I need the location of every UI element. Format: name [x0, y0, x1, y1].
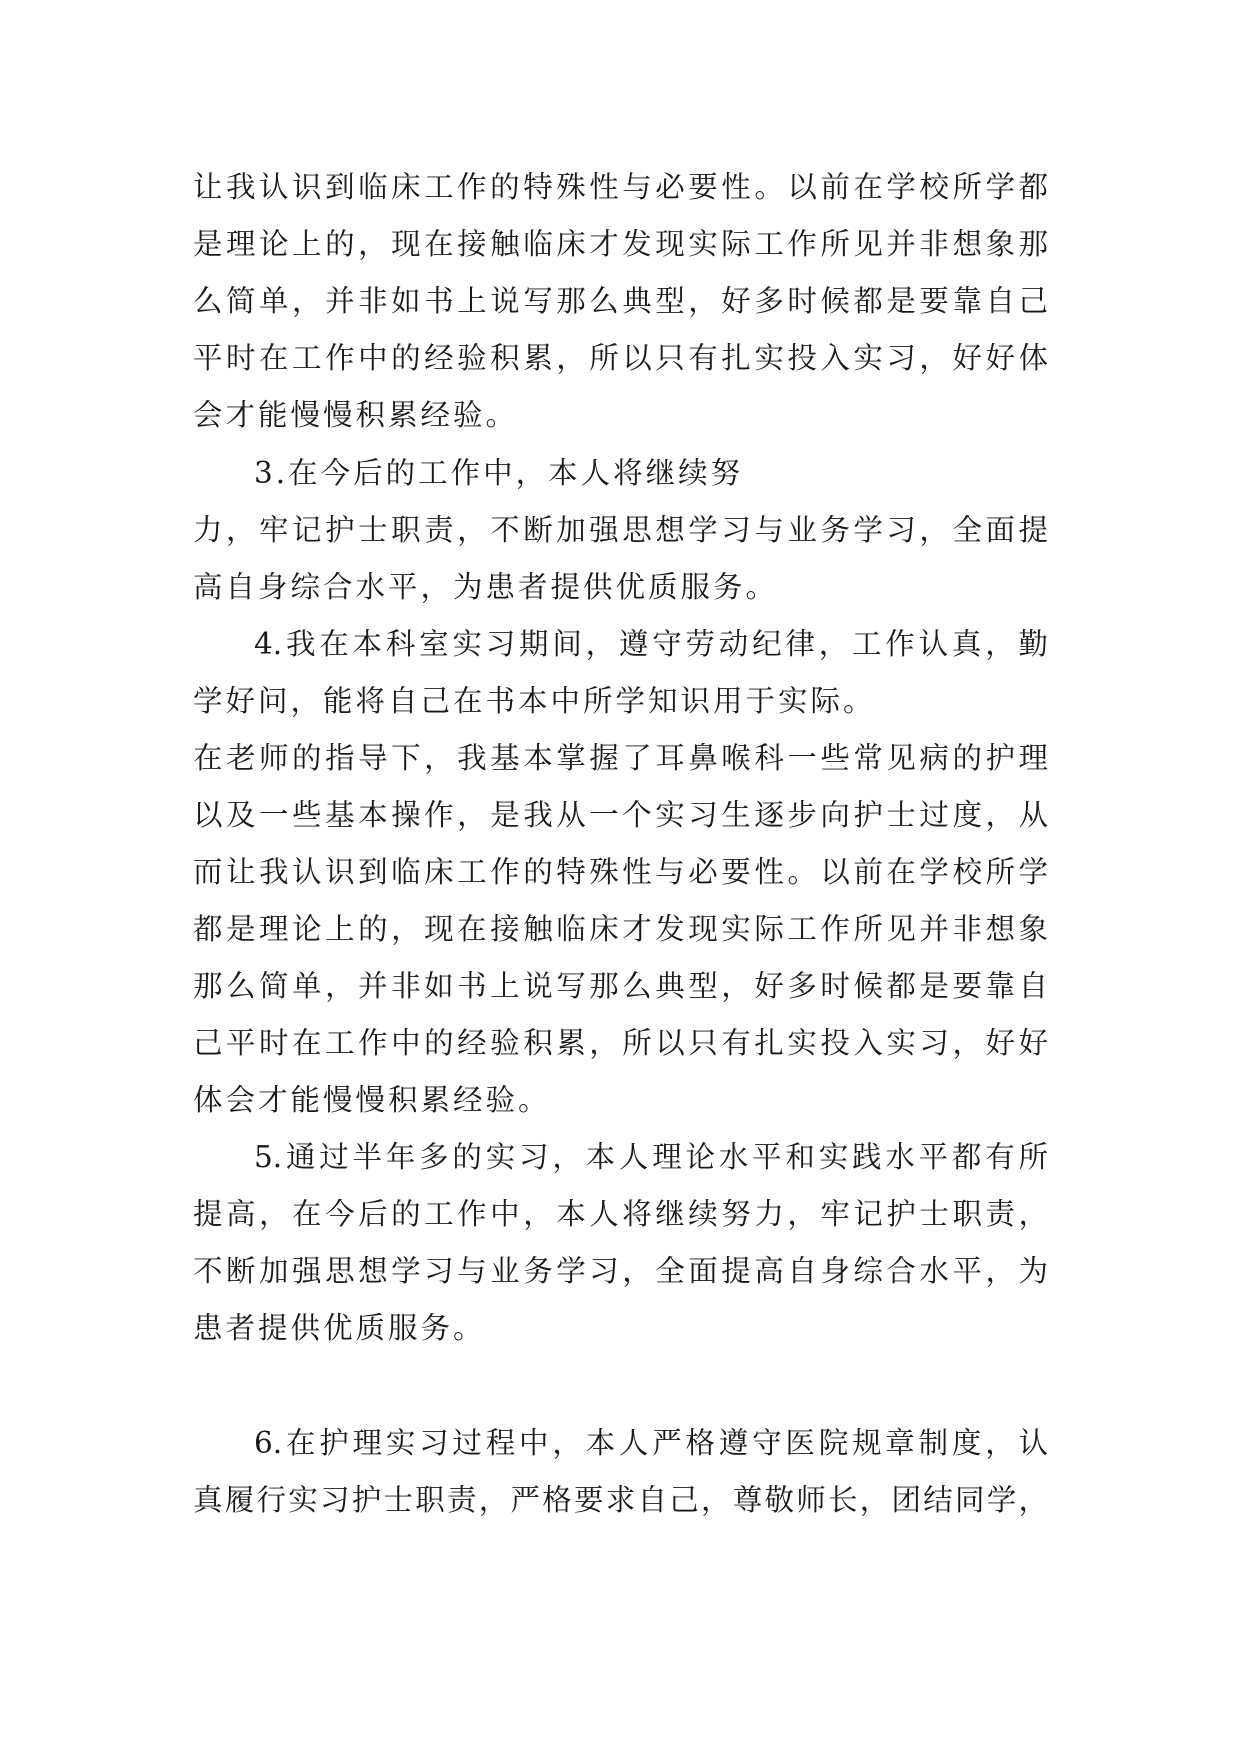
- text-line: 是理论上的，现在接触临床才发现实际工作所见并非想象那: [193, 227, 1048, 261]
- text-line: 真履行实习护士职责，严格要求自己，尊敬师长，团结同学，: [193, 1483, 1048, 1517]
- paragraph-3-start: 3.在今后的工作中，本人将继续努: [254, 456, 744, 490]
- text-line: 都是理论上的，现在接触临床才发现实际工作所见并非想象: [193, 912, 1048, 946]
- text-line: 那么简单，并非如书上说写那么典型，好多时候都是要靠自: [193, 969, 1048, 1003]
- text-line: 高自身综合水平，为患者提供优质服务。: [193, 570, 779, 604]
- paragraph-4-start: 4.我在本科室实习期间，遵守劳动纪律，工作认真，勤: [254, 627, 1048, 661]
- text-line: 患者提供优质服务。: [193, 1311, 486, 1345]
- text-line: 让我认识到临床工作的特殊性与必要性。以前在学校所学都: [193, 170, 1048, 204]
- text-line: 提高，在今后的工作中，本人将继续努力，牢记护士职责，: [193, 1197, 1048, 1231]
- text-line: 么简单，并非如书上说写那么典型，好多时候都是要靠自己: [193, 284, 1048, 318]
- text-line: 力，牢记护士职责，不断加强思想学习与业务学习，全面提: [193, 513, 1048, 547]
- text-line: 平时在工作中的经验积累，所以只有扎实投入实习，好好体: [193, 341, 1048, 375]
- text-line: 学好问，能将自己在书本中所学知识用于实际。: [193, 684, 876, 718]
- text-line: 己平时在工作中的经验积累，所以只有扎实投入实习，好好: [193, 1026, 1048, 1060]
- text-line: 以及一些基本操作，是我从一个实习生逐步向护士过度，从: [193, 798, 1048, 832]
- paragraph-6-start: 6.在护理实习过程中，本人严格遵守医院规章制度，认: [254, 1426, 1048, 1460]
- paragraph-5-start: 5.通过半年多的实习，本人理论水平和实践水平都有所: [254, 1140, 1048, 1174]
- text-line: 而让我认识到临床工作的特殊性与必要性。以前在学校所学: [193, 855, 1048, 889]
- text-line: 在老师的指导下，我基本掌握了耳鼻喉科一些常见病的护理: [193, 741, 1048, 775]
- text-line: 不断加强思想学习与业务学习，全面提高自身综合水平，为: [193, 1254, 1048, 1288]
- text-line: 体会才能慢慢积累经验。: [193, 1083, 551, 1117]
- text-line: 会才能慢慢积累经验。: [193, 398, 519, 432]
